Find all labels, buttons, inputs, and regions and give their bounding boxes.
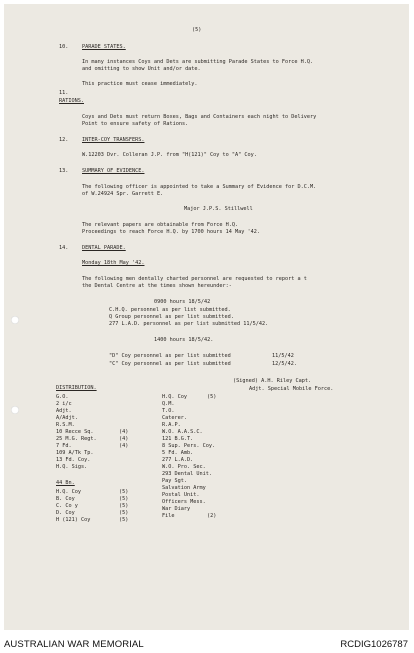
distribution-item: 5 Fd. Amb. [162, 450, 194, 456]
distribution-heading: DISTRIBUTION. [56, 385, 97, 391]
section-number: 11. [59, 90, 69, 96]
distribution-item: Pay Sgt. [162, 478, 187, 484]
distribution-count: (5) [119, 517, 129, 523]
distribution-item: H (121) Coy [56, 517, 91, 523]
distribution-item: Officers Mess. [162, 499, 206, 505]
distribution-item: G.O. [56, 394, 69, 400]
distribution-item: 13 Fd. Coy. [56, 457, 91, 463]
paragraph-line: of W.24924 Spr. Garrett E. [82, 191, 164, 197]
paragraph-line: 277 L.A.D. personnel as per list submitted 11/5/42. [109, 321, 269, 327]
distribution-item: 8 Sup. Pers. Coy. [162, 443, 216, 449]
distribution-item: 277 L.A.D. [162, 457, 194, 463]
distribution-item: R.S.M. [56, 422, 75, 428]
section-number: 10. [59, 44, 69, 50]
distribution-count: (5) [119, 496, 129, 502]
distribution-count: (5) [207, 394, 217, 400]
paragraph-line: Point to ensure safety of Rations. [82, 121, 189, 127]
distribution-item: H.Q. Coy [56, 489, 81, 495]
distribution-item: H.Q. Coy [162, 394, 187, 400]
distribution-item: 121 B.G.T. [162, 436, 194, 442]
distribution-item: D. Coy [56, 510, 75, 516]
distribution-item: 7 Fd. [56, 443, 72, 449]
distribution-count: (4) [119, 443, 129, 449]
distribution-item: W.O. A.A.S.C. [162, 429, 203, 435]
punch-hole [11, 316, 19, 324]
paragraph-line: "D" Coy personnel as per list submitted [109, 353, 231, 359]
distribution-item: Postal Unit. [162, 492, 200, 498]
distribution-item: File [162, 513, 175, 519]
distribution-item: 10 Recce Sq. [56, 429, 94, 435]
paragraph-line: The following officer is appointed to take a Summary of Evidence for D.C.M. [82, 184, 317, 190]
distribution-item: H.Q. Sigs. [56, 464, 88, 470]
document-page [4, 4, 409, 630]
page-number: (5) [192, 27, 202, 33]
section-number: 13. [59, 168, 69, 174]
distribution-item: C. Co y [56, 503, 78, 509]
section-heading: DENTAL PARADE. [82, 245, 126, 251]
paragraph-line: Coys and Dets must return Boxes, Bags and Containers each night to Delivery [82, 114, 317, 120]
section-subheading: Monday 18th May '42. [82, 260, 145, 266]
paragraph-line: W.12203 Dvr. Colleran J.P. from "H(121)" Coy to "A" Coy. [82, 152, 257, 158]
section-heading: SUMMARY OF EVIDENCE. [82, 168, 145, 174]
distribution-item: A/Adjt. [56, 415, 78, 421]
archive-footer [0, 633, 414, 653]
distribution-item: Caterer. [162, 415, 187, 421]
section-heading: RATIONS. [59, 98, 84, 104]
paragraph-line: The relevant papers are obtainable from Force H.Q. [82, 222, 239, 228]
signature-title: Adjt. Special Mobile Force. [249, 386, 334, 392]
distribution-count: (5) [119, 510, 129, 516]
officer-name: Major J.P.S. Stillwell [184, 206, 253, 212]
distribution-item: Q.M. [162, 401, 175, 407]
distribution-item: T.O. [162, 408, 175, 414]
section-number: 12. [59, 137, 69, 143]
distribution-count: (5) [119, 489, 129, 495]
signature-line: (Signed) A.H. Riley Capt. [233, 378, 312, 384]
distribution-subheading: 44 Bn. [56, 480, 75, 486]
distribution-item: War Diary [162, 506, 191, 512]
paragraph-line: Q Group personnel as per list submitted. [109, 314, 234, 320]
section-heading: PARADE STATES. [82, 44, 126, 50]
punch-hole [11, 406, 19, 414]
distribution-item: 2 i/c [56, 401, 72, 407]
paragraph-line: This practice must cease immediately. [82, 81, 198, 87]
distribution-item: 109 A/Tk Tp. [56, 450, 94, 456]
paragraph-line: C.H.Q. personnel as per list submitted. [109, 307, 231, 313]
distribution-count: (4) [119, 429, 129, 435]
distribution-item: R.A.P. [162, 422, 181, 428]
distribution-item: W.O. Pro. Sec. [162, 464, 206, 470]
footer-source: AUSTRALIAN WAR MEMORIAL [4, 639, 144, 650]
distribution-count: (2) [207, 513, 217, 519]
paragraph-line: Proceedings to reach Force H.Q. by 1700 hours 14 May '42. [82, 229, 261, 235]
paragraph-line: the Dental Centre at the times shown hereunder:- [82, 283, 232, 289]
paragraph-line: In many instances Coys and Dets are submitting Parade States to Force H.Q. [82, 59, 314, 65]
paragraph-line: and omitting to show Unit and/or date. [82, 66, 201, 72]
distribution-count: (4) [119, 436, 129, 442]
paragraph-date: 12/5/42. [272, 361, 297, 367]
distribution-item: 25 M.G. Regt. [56, 436, 97, 442]
section-heading: INTER-COY TRANSFERS. [82, 137, 145, 143]
distribution-item: Adjt. [56, 408, 72, 414]
distribution-count: (5) [119, 503, 129, 509]
paragraph-line: The following men dentally charted personnel are requested to report a t [82, 276, 307, 282]
distribution-item: B. Coy [56, 496, 75, 502]
distribution-item: Salvation Army [162, 485, 206, 491]
paragraph-date: 11/5/42 [272, 353, 294, 359]
time-heading: 0900 hours 18/5/42 [154, 299, 211, 305]
distribution-item: 293 Dental Unit. [162, 471, 212, 477]
paragraph-line: "C" Coy personnel as per list submitted [109, 361, 231, 367]
section-number: 14. [59, 245, 69, 251]
footer-record-id: RCDIG1026787 [340, 639, 408, 650]
time-heading: 1400 hours 18/5/42. [154, 337, 214, 343]
